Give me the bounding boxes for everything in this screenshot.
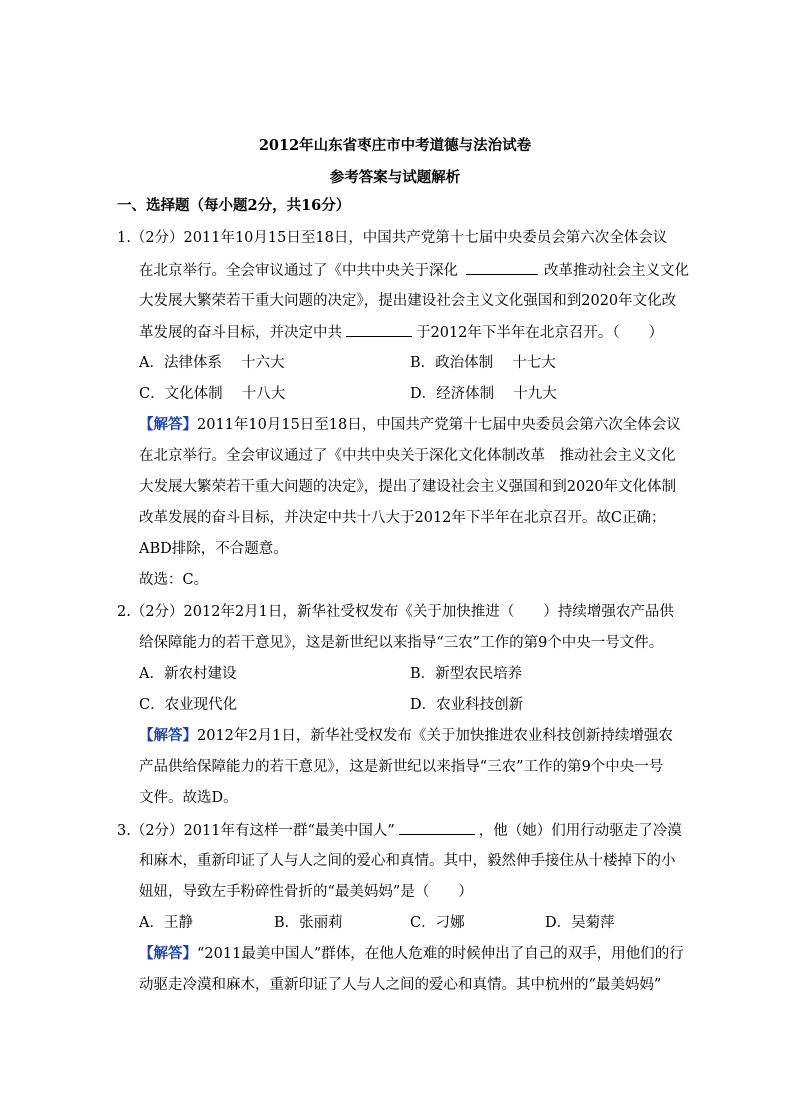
q2-answer-line-2: 产品供给保障能力的若干意见》，这是新世纪以来指导“三农”工作的第9个中央一号 bbox=[139, 759, 664, 775]
q3-line-3: 妞妞，导致左手粉碎性骨折的“最美妈妈”是（ ） bbox=[139, 884, 473, 900]
q1-stem-1: 1.（2分）2011年10月15日至18日，中国共产党第十七届中央委员会第六次全体会议 bbox=[117, 230, 668, 246]
document-subtitle: 参考答案与试题解析 bbox=[329, 169, 461, 186]
q1-blank-1 bbox=[466, 260, 538, 275]
q1-answer-line-4: 改革发展的奋斗目标，并决定中共十八大于2012年下半年在北京召开。故C正确； bbox=[139, 510, 666, 526]
q1-answer-line-5: ABD排除，不合题意。 bbox=[139, 541, 288, 557]
q1-answer-1: 2011年10月15日至18日，中国共产党第十七届中央委员会第六次全体会议 bbox=[197, 417, 681, 433]
q2-option-d: D．农业科技创新 bbox=[410, 697, 524, 713]
q3-answer-line-1 bbox=[139, 944, 684, 964]
q2-option-b: B．新型农民培养 bbox=[410, 666, 523, 682]
q3-option-d: D．吴菊萍 bbox=[545, 915, 615, 931]
q2-answer-line-1 bbox=[139, 726, 673, 746]
q3-stem-1a: 3.（2分）2011年有这样一群“最美中国人” bbox=[117, 823, 395, 839]
q2-answer-line-3: 文件。故选D。 bbox=[139, 790, 238, 806]
q1-option-c: C．文化体制 十八大 bbox=[139, 386, 286, 402]
q1-option-a: A．法律体系 十六大 bbox=[139, 355, 285, 371]
q3-option-a: A．王静 bbox=[139, 915, 193, 931]
q1-option-d: D．经济体制 十九大 bbox=[410, 386, 557, 402]
q3-line-1 bbox=[117, 820, 682, 841]
q1-line-4 bbox=[139, 322, 663, 343]
q1-line-1 bbox=[117, 228, 667, 248]
q2-option-c: C．农业现代化 bbox=[139, 697, 238, 713]
q1-answer-line-2: 在北京举行。全会审议通过了《中共中央关于深化文化体制改革 推动社会主义文化 bbox=[139, 448, 676, 464]
q1-stem-2a: 在北京举行。全会审议通过了《中共中央关于深化 bbox=[139, 263, 458, 279]
q2-line-1: 2.（2分）2012年2月1日，新华社受权发布《关于加快推进（ ）持续增强农产品供 bbox=[117, 604, 674, 620]
q1-line-3: 大发展大繁荣若干重大问题的决定》，提出建设社会主义文化强国和到2020年文化改 bbox=[139, 293, 677, 309]
q2-option-a: A．新农村建设 bbox=[139, 666, 237, 682]
document-title: 2012年山东省枣庄市中考道德与法治试卷 bbox=[258, 137, 532, 154]
q1-option-b: B．政治体制 十七大 bbox=[410, 355, 556, 371]
q3-blank bbox=[399, 820, 475, 835]
q3-answer-line-2: 动驱走冷漠和麻木，重新印证了人与人之间的爱心和真情。其中杭州的“最美妈妈” bbox=[139, 977, 662, 993]
q3-stem-1b: ，他（她）们用行动驱走了冷漠 bbox=[478, 823, 682, 839]
answer-tag: 【解答】 bbox=[139, 416, 197, 433]
q1-stem-2b: 改革推动社会主义文化 bbox=[544, 263, 689, 279]
q3-option-b: B．张丽莉 bbox=[274, 915, 343, 931]
q3-line-2: 和麻木，重新印证了人与人之间的爱心和真情。其中，毅然伸手接住从十楼掉下的小 bbox=[139, 853, 676, 869]
section-heading: 一、选择题（每小题2分，共16分） bbox=[117, 197, 351, 214]
q1-answer-line-1 bbox=[139, 415, 681, 435]
answer-tag: 【解答】 bbox=[139, 727, 197, 744]
q1-line-2 bbox=[139, 260, 689, 281]
q1-stem-4a: 革发展的奋斗目标，并决定中共 bbox=[139, 325, 342, 341]
q2-answer-1: 2012年2月1日，新华社受权发布《关于加快推进农业科技创新持续增强农 bbox=[197, 728, 673, 744]
q3-option-c: C．刁娜 bbox=[410, 915, 465, 931]
q1-blank-2 bbox=[346, 322, 412, 337]
q2-line-2: 给保障能力的若干意见》，这是新世纪以来指导“三农”工作的第9个中央一号文件。 bbox=[139, 635, 664, 651]
q1-choice: 故选：C。 bbox=[139, 572, 209, 588]
q3-answer-1: “2011最美中国人”群体，在他人危难的时候伸出了自己的双手，用他们的行 bbox=[197, 946, 684, 962]
answer-tag: 【解答】 bbox=[139, 945, 197, 962]
q1-answer-line-3: 大发展大繁荣若干重大问题的决定》，提出了建设社会主义强国和到2020年文化体制 bbox=[139, 479, 677, 495]
q1-stem-4b: 于2012年下半年在北京召开。（ ） bbox=[416, 325, 664, 341]
